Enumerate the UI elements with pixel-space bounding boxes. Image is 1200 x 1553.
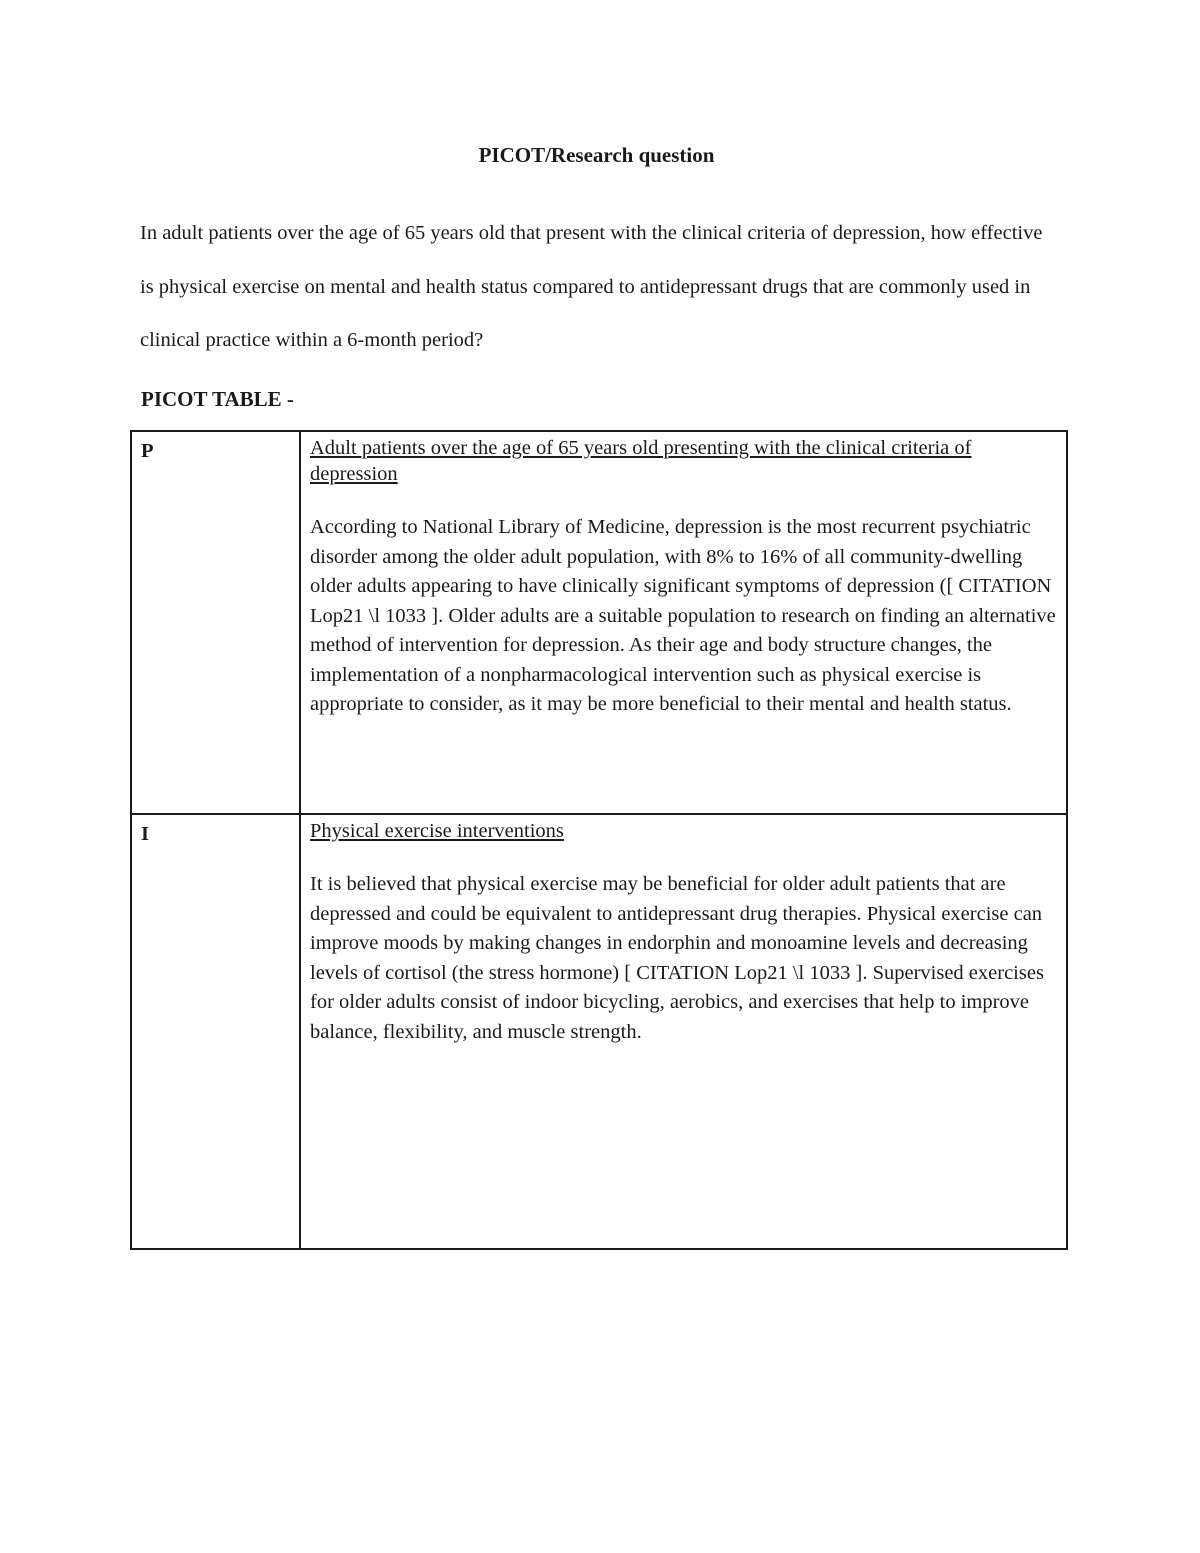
row-body: It is believed that physical exercise may be beneficial for older adult patients that are depressed and could be equivalent to antidepressant drug therapies. Physical exercise can improve moods by making changes in endorphin and monoamine levels and decreasing levels of cortisol (the stress hormone) [ CITATION Lop21 \l 1033 ]. Supervised exercises for older adults consist of indoor bicycling, aerobics, and exercises that help to improve balance, flexibility, and muscle strength.	[310, 873, 1044, 1043]
table-row	[131, 431, 1067, 814]
row-key-cell: P	[131, 431, 300, 814]
picot-table	[130, 430, 1068, 1250]
table-heading: PICOT TABLE -	[141, 387, 294, 411]
row-content-cell	[300, 814, 1067, 1249]
row-body: According to National Library of Medicine, depression is the most recurrent psychiatric disorder among the older adult population, with 8% to 16% of all community-dwelling older adults appearing to have clinically significant symptoms of depression ([ CITATION Lop21 \l 1033 ]. Older adults are a suitable population to research on finding an alternative method of intervention for depression. As their age and body structure changes, the implementation of a nonpharmacological intervention such as physical exercise is appropriate to consider, as it may be more beneficial to their mental and health status.	[310, 516, 1056, 715]
row-heading: Adult patients over the age of 65 years old presenting with the clinical criteria of depression	[310, 437, 972, 485]
row-content-cell	[300, 431, 1067, 814]
table-row	[131, 814, 1067, 1249]
row-key-cell: I	[131, 814, 300, 1249]
research-question: In adult patients over the age of 65 years old that present with the clinical criteria of depression, how effective is physical exercise on mental and health status compared to antidepressant drugs that are commonly used in clinical practice within a 6-month period?	[140, 222, 1043, 351]
row-heading: Physical exercise interventions	[310, 820, 564, 842]
page-title: PICOT/Research question	[478, 143, 715, 167]
